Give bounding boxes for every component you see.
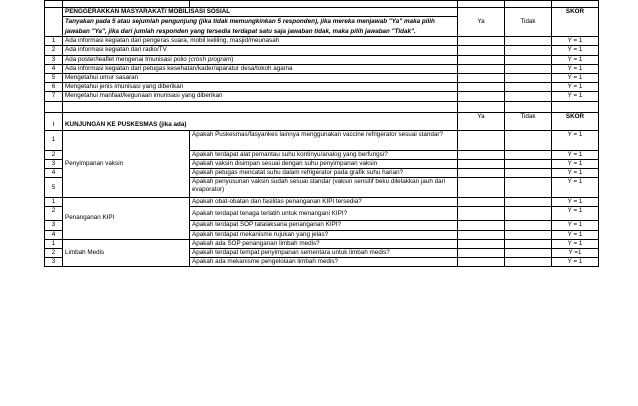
row-question: Apakah obat-obatan dan fasilitas penanganan KIPI tersedia? [190, 198, 458, 207]
row-number: 5 [45, 178, 63, 198]
row-score: Y = 1 [552, 230, 599, 239]
row-question: Ada informasi kegiatan dari petugas kesehatan/kader/aparatur desa/tokoh agama [63, 64, 458, 73]
row-score: Y = 1 [552, 207, 599, 221]
ya-cell[interactable] [458, 83, 505, 92]
tidak-cell[interactable] [505, 198, 552, 207]
row-question: Apakah ada mekanisme pengelolaan limbah medis? [190, 258, 458, 267]
row-score: Y = 1 [552, 258, 599, 267]
row-score: Y = 1 [552, 178, 599, 198]
table-row [45, 198, 599, 207]
row-question: Apakah vaksin disimpan sesuai dengan suhu penyimpanan vaksin [190, 159, 458, 168]
row-number: 2 [45, 249, 63, 258]
row-score: Y = 1 [552, 83, 599, 92]
row-score: Y = 1 [552, 46, 599, 55]
tidak-cell[interactable] [505, 258, 552, 267]
row-question: Apakah terdapat mekanisme rujukan yang jelas? [190, 230, 458, 239]
row-score: Y = 1 [552, 239, 599, 248]
row-score: Y =1 [552, 249, 599, 258]
row-score: Y = 1 [552, 150, 599, 159]
row-score: Y = 1 [552, 130, 599, 150]
ya-cell[interactable] [458, 55, 505, 64]
tidak-cell[interactable] [505, 169, 552, 178]
ya-cell[interactable] [458, 64, 505, 73]
row-question: Apakah terdapat alat pemantau suhu kontinyu/analog yang berfungsi? [190, 150, 458, 159]
tidak-cell[interactable] [505, 249, 552, 258]
row-question: Mengetahui jenis imunisasi yang diberikan [63, 83, 458, 92]
row-number: 4 [45, 64, 63, 73]
table-row [45, 64, 599, 73]
table-row [45, 37, 599, 46]
ya-cell[interactable] [458, 258, 505, 267]
tidak-cell[interactable] [505, 230, 552, 239]
section2-col-ya: Ya [458, 112, 505, 130]
row-number: 3 [45, 221, 63, 230]
row-number: 3 [45, 159, 63, 168]
group-name: Penanganan KIPI [63, 198, 190, 240]
checklist-table [44, 0, 599, 267]
section1-instruction: Tanyakan pada 5 atau sejumlah pengunjung (jika tidak memungkinkan 5 responden), jika mereka menjawab "Ya" maka pilih jawaban "Ya", jika dari jumlah responden yang tersedia terdapat satu saja jawaban tidak, maka pilih jawaban "Tidak". [63, 17, 458, 37]
row-number: 2 [45, 150, 63, 159]
tidak-cell[interactable] [505, 55, 552, 64]
section2-number: I [45, 112, 63, 130]
section2-header-row [45, 112, 599, 130]
ya-cell[interactable] [458, 178, 505, 198]
row-question: Ada poster/leaflet mengenai Imunisasi polio (crosh program) [63, 55, 458, 64]
ya-cell[interactable] [458, 221, 505, 230]
tidak-cell[interactable] [505, 221, 552, 230]
tidak-cell[interactable] [505, 150, 552, 159]
row-number: 1 [45, 198, 63, 207]
table-row [45, 74, 599, 83]
spacer-row [45, 101, 599, 112]
ya-cell[interactable] [458, 169, 505, 178]
row-question: Ada informasi kegiatan dari radio/TV [63, 46, 458, 55]
tidak-cell[interactable] [505, 159, 552, 168]
section2-col-skor: SKOR [552, 112, 599, 130]
row-score: Y = 1 [552, 55, 599, 64]
row-question: Mengetahui manfaat/kegunaan imunisasi yang diberikan [63, 92, 458, 101]
section2-title: KUNJUNGAN KE PUSKESMAS (jika ada) [63, 112, 458, 130]
row-score: Y = 1 [552, 169, 599, 178]
ya-cell[interactable] [458, 207, 505, 221]
ya-cell[interactable] [458, 230, 505, 239]
row-question: Apakah terdapat tenaga terlatih untuk menangani KIPI? [190, 207, 458, 221]
row-number: 1 [45, 130, 63, 150]
ya-cell[interactable] [458, 249, 505, 258]
ya-cell[interactable] [458, 150, 505, 159]
table-row [45, 83, 599, 92]
ya-cell[interactable] [458, 130, 505, 150]
section1-title: PENGGERAKKAN MASYARAKAT/ MOBILISASI SOSIAL [63, 8, 458, 17]
tidak-cell[interactable] [505, 64, 552, 73]
row-score: Y = 1 [552, 221, 599, 230]
row-number: 7 [45, 92, 63, 101]
row-number: 2 [45, 46, 63, 55]
ya-cell[interactable] [458, 46, 505, 55]
tidak-cell[interactable] [505, 83, 552, 92]
tidak-cell[interactable] [505, 130, 552, 150]
tidak-cell[interactable] [505, 239, 552, 248]
ya-cell[interactable] [458, 74, 505, 83]
ya-cell[interactable] [458, 198, 505, 207]
row-number: 4 [45, 230, 63, 239]
table-row [45, 130, 599, 150]
section1-title-row [45, 8, 599, 17]
ya-cell[interactable] [458, 239, 505, 248]
row-score: Y = 1 [552, 159, 599, 168]
tidak-cell[interactable] [505, 178, 552, 198]
section1-col-tidak: Tidak [505, 8, 552, 37]
row-number: 1 [45, 37, 63, 46]
row-score: Y = 1 [552, 198, 599, 207]
ya-cell[interactable] [458, 92, 505, 101]
tidak-cell[interactable] [505, 37, 552, 46]
row-number: 4 [45, 169, 63, 178]
table-row [45, 55, 599, 64]
row-score: Y = 1 [552, 64, 599, 73]
row-number: 2 [45, 207, 63, 221]
table-row [45, 239, 599, 248]
ya-cell[interactable] [458, 159, 505, 168]
row-number: 3 [45, 258, 63, 267]
tidak-cell[interactable] [505, 92, 552, 101]
ya-cell[interactable] [458, 37, 505, 46]
row-number: 6 [45, 83, 63, 92]
tidak-cell[interactable] [505, 74, 552, 83]
row-question: Apakah terdapat tempat penyimpanan sementara untuk limbah medis? [190, 249, 458, 258]
row-number: 5 [45, 74, 63, 83]
row-question: Apakah petugas mencatat suhu dalam refrigerator pada grafik suhu harian? [190, 169, 458, 178]
tidak-cell[interactable] [505, 207, 552, 221]
section2-col-tidak: Tidak [505, 112, 552, 130]
group-name: Penyimpanan vaksin [63, 130, 190, 198]
row-question: Ada informasi kegiatan dari pengeras suara, mobil keliling, masjid/meunasah [63, 37, 458, 46]
row-question: Apakah terdapat SOP tatalaksana penanganan KIPI? [190, 221, 458, 230]
checklist-sheet [44, 0, 598, 267]
row-question: Apakah Puskesmas/fasyankes lainnya menggunakan vaccine refrigerator sesuai standar? [190, 130, 458, 150]
table-row [45, 46, 599, 55]
row-score: Y = 1 [552, 37, 599, 46]
section1-col-skor: SKOR [552, 8, 599, 37]
section1-col-ya: Ya [458, 8, 505, 37]
row-number: 3 [45, 55, 63, 64]
row-question: Apakah penyusunan vaksin sudah sesuai standar (vaksin sensitif beku diletakkan jauh dari evaporator) [190, 178, 458, 198]
tidak-cell[interactable] [505, 46, 552, 55]
group-name: Limbah Medis [63, 239, 190, 267]
top-border-row [45, 1, 599, 8]
row-score: Y = 1 [552, 74, 599, 83]
row-score: Y = 1 [552, 92, 599, 101]
row-number: 1 [45, 239, 63, 248]
table-row [45, 92, 599, 101]
row-question: Apakah ada SOP penanganan limbah medis? [190, 239, 458, 248]
row-question: Mengetahui umur sasaran [63, 74, 458, 83]
